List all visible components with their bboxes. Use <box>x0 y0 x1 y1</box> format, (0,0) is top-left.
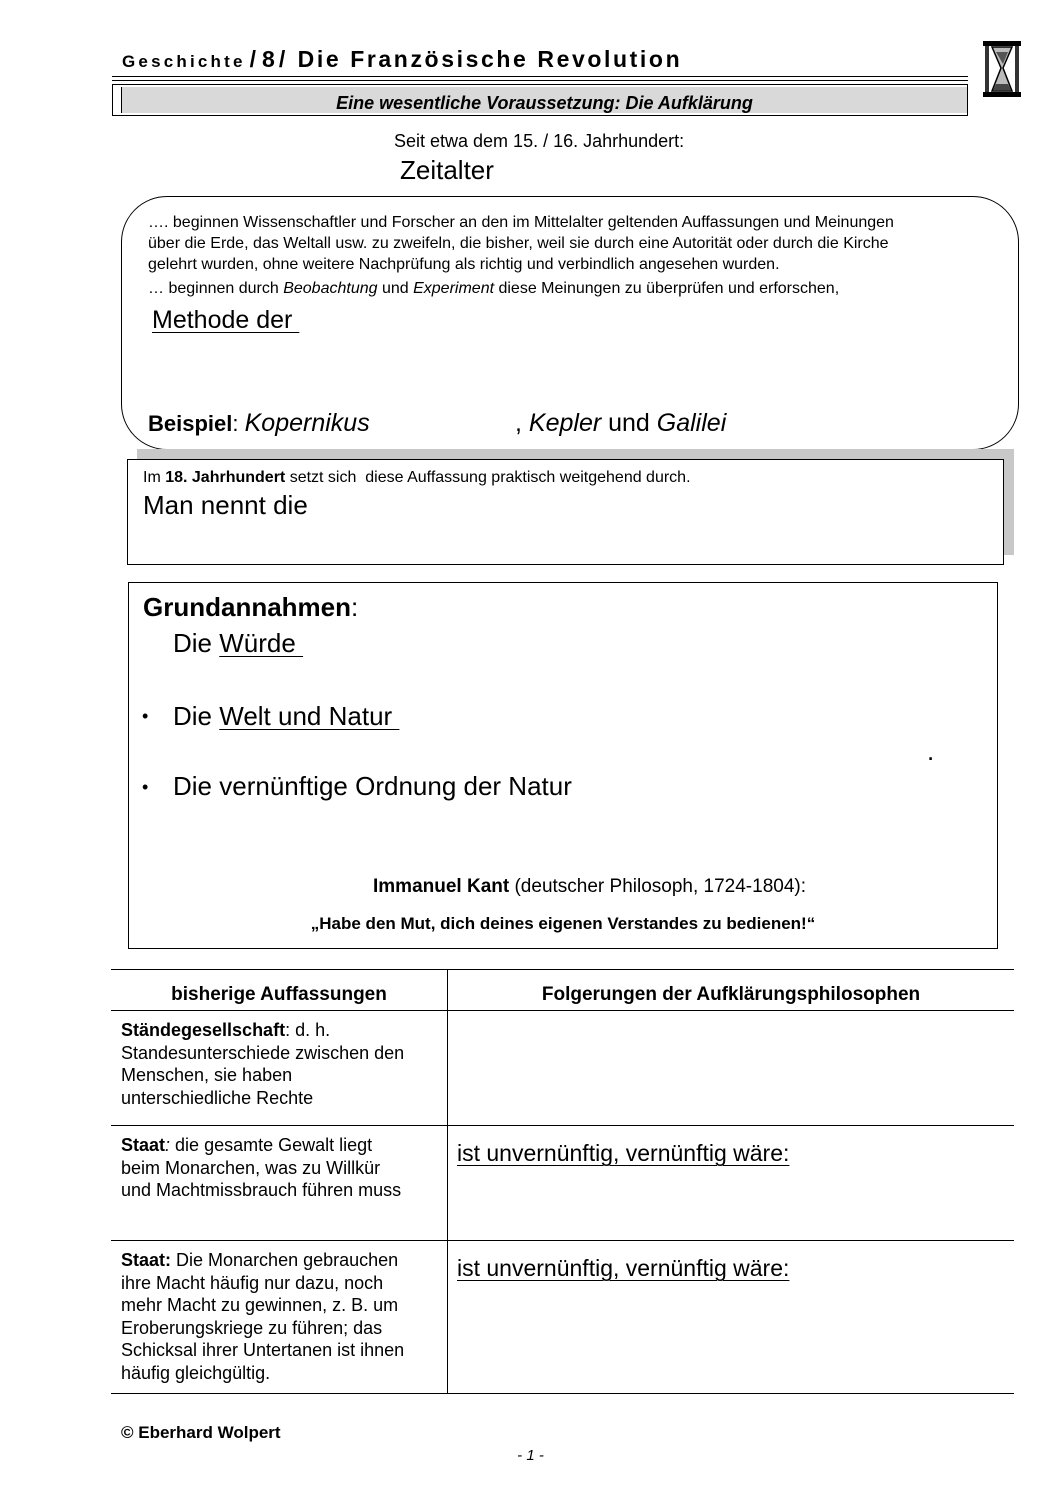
banner-title: Eine wesentliche Voraussetzung: Die Aufklärung <box>336 93 753 113</box>
answer-prompt: ist unvernünftig, vernünftig wäre: <box>457 1140 790 1166</box>
copyright: © Eberhard Wolpert <box>121 1423 281 1442</box>
document-title: Die Französische Revolution <box>297 46 683 72</box>
grade-label: 8 <box>262 46 275 72</box>
bullet-icon: • <box>142 777 149 797</box>
method-paragraph: … beginnen durch Beobachtung und Experiment diese Meinungen zu überprüfen und erforschen, <box>148 280 840 297</box>
page-number: - 1 - <box>517 1447 544 1464</box>
example-label-line: Beispiel: Kopernikus <box>148 409 370 437</box>
assumption-world: Die Welt und Natur <box>173 701 400 731</box>
table-row: Staat: Die Monarchen gebrauchen ihre Macht häufig nur dazu, noch mehr Macht zu gewinnen, z. B. um Eroberungskriege zu führen; das Schicksal ihrer Untertanen ist ihnen häufig gleichgültig. ist unvernünftig, vernünftig wäre: <box>111 1241 1014 1394</box>
hourglass-logo-icon <box>982 40 1022 98</box>
era-label: Zeitalter <box>400 155 494 185</box>
assumptions-title: Grundannahmen: <box>143 592 359 622</box>
century-naming: Man nennt die <box>143 490 308 520</box>
column-header: Folgerungen der Aufklärungsphilosophen <box>448 970 1015 1011</box>
bullet-icon: • <box>142 706 149 726</box>
blank-dot: . <box>927 736 935 766</box>
assumption-dignity: Die Würde <box>173 628 304 658</box>
answer-prompt: ist unvernünftig, vernünftig wäre: <box>457 1255 790 1281</box>
assumption-order: Die vernünftige Ordnung der Natur <box>173 771 572 801</box>
kant-quote: „Habe den Mut, dich deines eigenen Verstandes zu bedienen!“ <box>310 914 816 933</box>
kant-attribution: Immanuel Kant (deutscher Philosoph, 1724-1804): <box>373 876 807 897</box>
table-row: Staat: die gesamte Gewalt liegt beim Monarchen, was zu Willkür und Machtmissbrauch führen muss ist unvernünftig, vernünftig wäre: <box>111 1126 1014 1241</box>
subject-label: Geschichte <box>122 52 246 71</box>
table-row: Ständegesellschaft: d. h. Standesunterschiede zwischen den Menschen, sie haben unterschiedliche Rechte <box>111 1011 1014 1126</box>
since-text: Seit etwa dem 15. / 16. Jahrhundert: <box>394 131 685 151</box>
century-text: Im 18. Jahrhundert setzt sich diese Auffassung praktisch weitgehend durch. <box>143 469 691 486</box>
comparison-table <box>111 969 1014 1394</box>
header-rule-2 <box>112 80 968 81</box>
header-rule <box>112 76 968 77</box>
method-blank: Methode der <box>152 306 300 334</box>
example-others: , Kepler und Galilei <box>515 409 727 437</box>
column-header: bisherige Auffassungen <box>111 970 448 1011</box>
example-kopernikus: Kopernikus <box>244 409 370 437</box>
science-paragraph: …. beginnen Wissenschaftler und Forscher an den im Mittelalter geltenden Auffassungen und Meinungen über die Erde, das Weltall usw. zu zweifeln, die bisher, weil sie durch eine Autorität oder durch die Kirche gelehrt wurden, ohne weitere Nachprüfung als richtig und verbindlich angesehen wurden. <box>148 214 894 273</box>
section-banner <box>112 84 968 116</box>
table-header-row <box>111 970 1014 1011</box>
page-header-title: Geschichte / 8 / Die Französische Revolution <box>122 46 683 72</box>
